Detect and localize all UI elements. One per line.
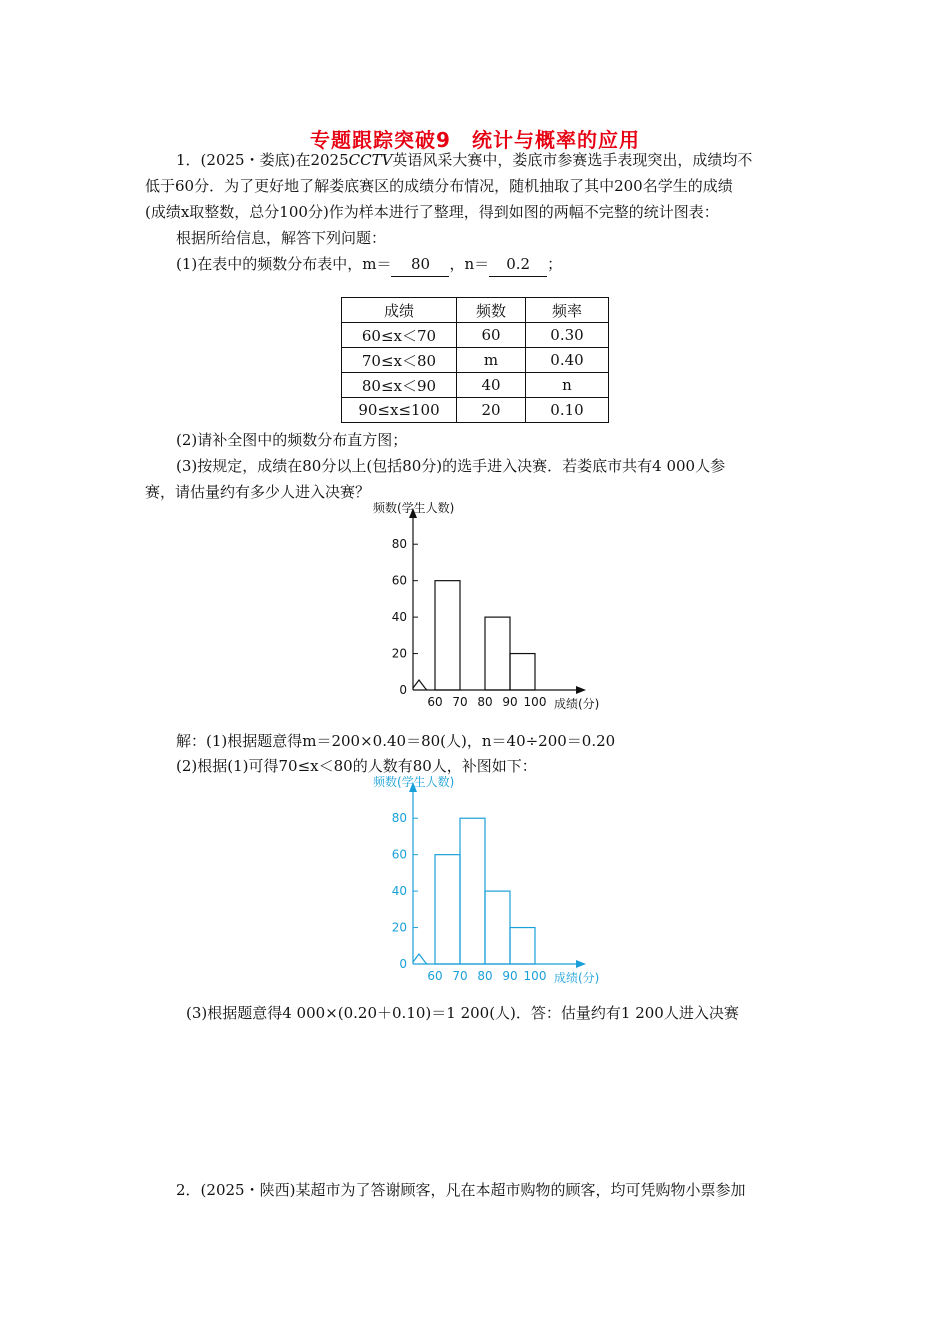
table-row	[342, 373, 609, 398]
histogram-bar	[510, 928, 535, 964]
x-tick-label: 60	[427, 969, 443, 983]
histogram-bar	[485, 617, 510, 690]
y-tick-label: 60	[391, 573, 407, 588]
question-source: (2025・娄底)	[200, 151, 296, 169]
q1-part3-line2: 赛，请估量约有多少人进入决赛？	[145, 483, 371, 501]
histogram-bar	[435, 581, 460, 690]
table-cell: 60≤x＜70	[342, 323, 457, 348]
question-source: (2025・陕西)	[200, 1181, 296, 1199]
q1-part1: (1)在表中的频数分布表中，m＝ 80 ，n＝ 0.2 ；	[176, 252, 846, 277]
histogram-bar	[435, 855, 460, 964]
table-cell: 0.10	[526, 398, 609, 423]
q2-line1: 2．(2025・陕西)某超市为了答谢顾客，凡在本超市购物的顾客，均可凭购物小票参加	[176, 1181, 746, 1199]
x-axis-arrow	[576, 960, 586, 968]
y-tick-label: 0	[399, 683, 407, 697]
x-tick-label: 90	[502, 695, 518, 709]
histogram-completed	[360, 770, 630, 994]
m-answer-blank: 80	[391, 252, 449, 277]
y-axis-label: 频数(学生人数)	[373, 501, 455, 515]
table-cell: 40	[457, 373, 526, 398]
axis-break	[413, 680, 427, 690]
q1-line4: 根据所给信息，解答下列问题：	[176, 229, 387, 247]
y-tick-label: 80	[391, 537, 407, 552]
x-tick-label: 70	[452, 695, 468, 709]
x-tick-label: 80	[477, 695, 493, 709]
table-cell: 70≤x＜80	[342, 348, 457, 373]
x-tick-label: 100	[523, 969, 547, 983]
solution-line2: (2)根据(1)可得70≤x＜80的人数有80人，补图如下：	[176, 757, 537, 775]
table-row	[342, 398, 609, 423]
table-cell: 0.40	[526, 348, 609, 373]
x-axis-label: 成绩(分)	[554, 697, 600, 711]
frequency-table	[341, 297, 609, 423]
table-header: 频率	[526, 298, 609, 323]
histogram-bar	[510, 654, 535, 690]
q1-line3: (成绩x取整数，总分100分)作为样本进行了整理，得到如图的两幅不完整的统计图表：	[145, 203, 719, 221]
x-tick-label: 80	[477, 969, 493, 983]
table-cell: 80≤x＜90	[342, 373, 457, 398]
y-axis-label: 频数(学生人数)	[373, 775, 455, 789]
q1-part3-line1: (3)按规定，成绩在80分以上(包括80分)的选手进入决赛．若娄底市共有4 000人参	[176, 457, 726, 475]
table-row	[342, 348, 609, 373]
n-answer-blank: 0.2	[489, 252, 547, 277]
table-header: 频数	[457, 298, 526, 323]
table-cell: 0.30	[526, 323, 609, 348]
histogram-bar	[460, 818, 485, 964]
axis-break	[413, 954, 427, 964]
x-tick-label: 70	[452, 969, 468, 983]
x-tick-label: 100	[523, 695, 547, 709]
cctv-text: CCTV	[348, 151, 393, 169]
q1-line2: 低于60分．为了更好地了解娄底赛区的成绩分布情况，随机抽取了其中200名学生的成绩	[145, 177, 733, 195]
y-tick-label: 20	[391, 646, 407, 661]
table-row	[342, 323, 609, 348]
solution-line1: 解：(1)根据题意得m＝200×0.40＝80(人)，n＝40÷200＝0.20	[176, 732, 616, 750]
histogram-bar	[485, 891, 510, 964]
question-number: 1．	[176, 151, 201, 169]
y-tick-label: 60	[391, 847, 407, 862]
histogram-incomplete	[360, 496, 630, 720]
table-cell: m	[457, 348, 526, 373]
table-header-row	[342, 298, 609, 323]
y-tick-label: 40	[391, 884, 407, 899]
table-header: 成绩	[342, 298, 457, 323]
x-axis-label: 成绩(分)	[554, 971, 600, 985]
y-tick-label: 0	[399, 957, 407, 971]
question-number: 2．	[176, 1181, 201, 1199]
q1-part2: (2)请补全图中的频数分布直方图；	[176, 431, 408, 449]
table-cell: 20	[457, 398, 526, 423]
y-tick-label: 80	[391, 811, 407, 826]
page-title: 专题跟踪突破9 统计与概率的应用	[310, 128, 640, 152]
table-cell: 60	[457, 323, 526, 348]
x-tick-label: 90	[502, 969, 518, 983]
solution-line3: (3)根据题意得4 000×(0.20＋0.10)＝1 200(人)．答：估量约有1 200人进入决赛	[186, 1004, 739, 1022]
x-axis-arrow	[576, 686, 586, 694]
q1-line1: 1．(2025・娄底)在2025CCTV英语风采大赛中，娄底市参赛选手表现突出，成绩均不	[176, 151, 753, 169]
table-cell: n	[526, 373, 609, 398]
y-tick-label: 20	[391, 920, 407, 935]
table-cell: 90≤x≤100	[342, 398, 457, 423]
x-tick-label: 60	[427, 695, 443, 709]
y-tick-label: 40	[391, 610, 407, 625]
